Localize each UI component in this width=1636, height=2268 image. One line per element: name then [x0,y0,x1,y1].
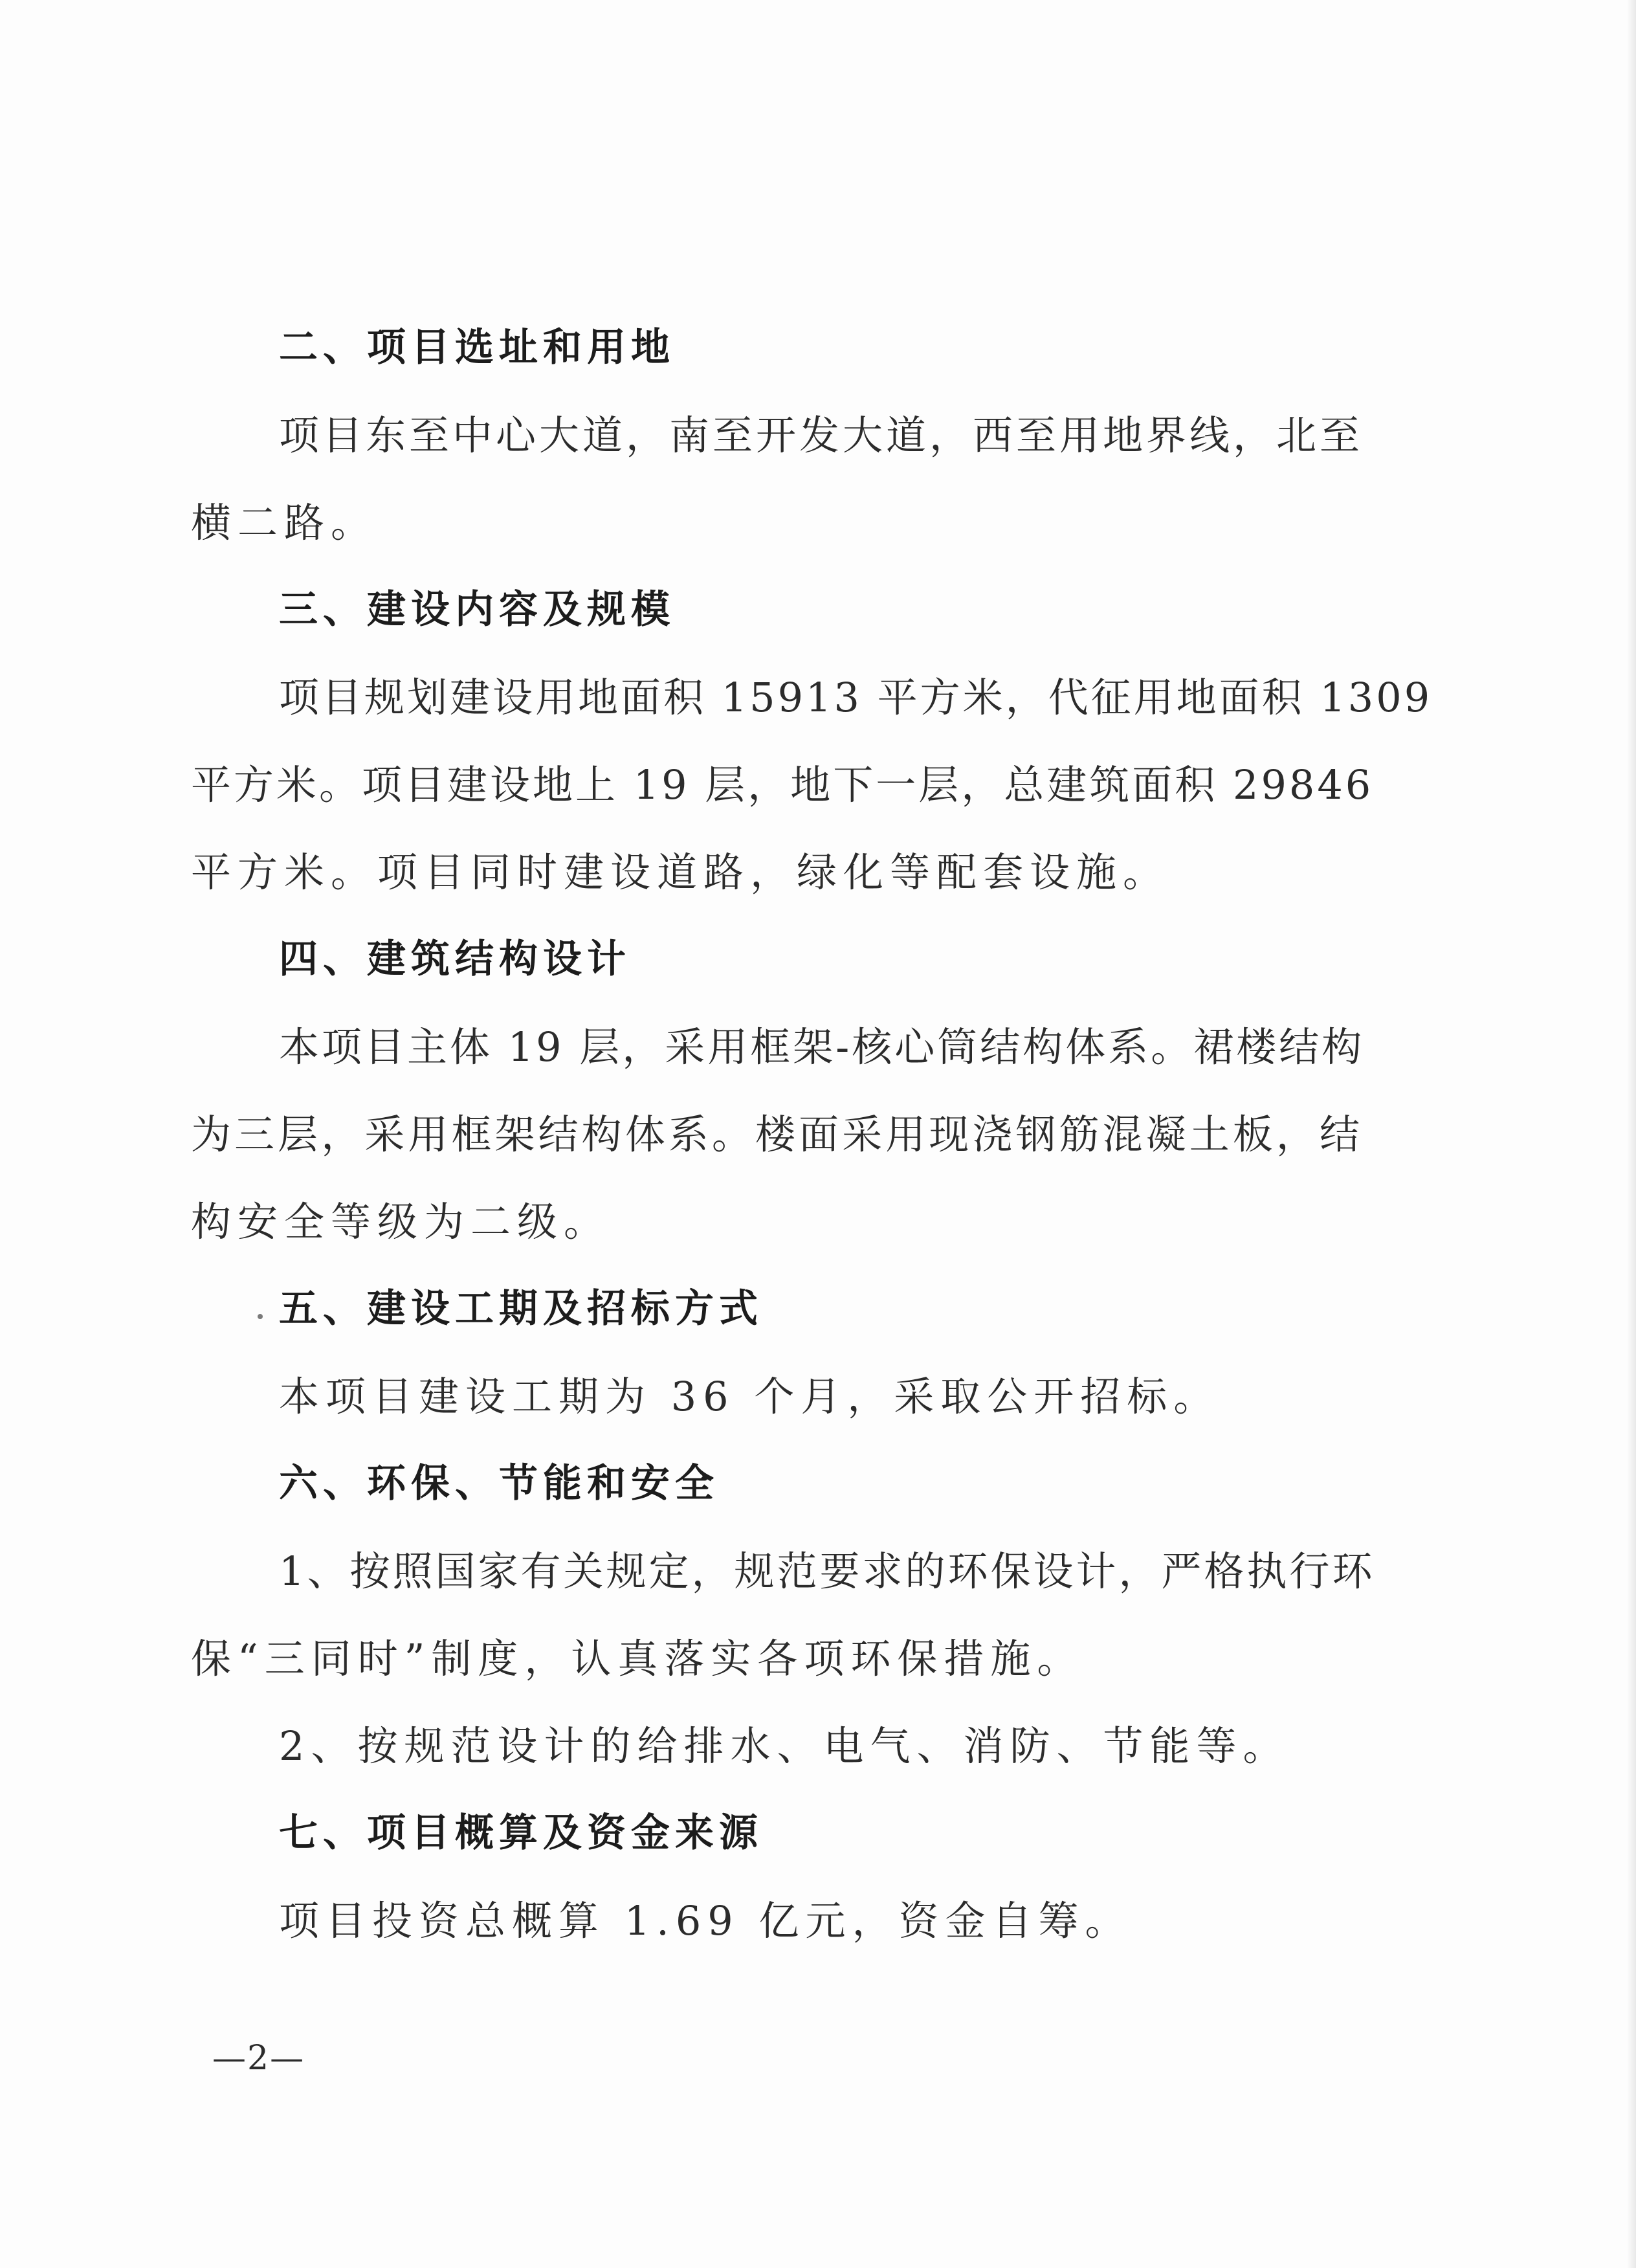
paragraph-line: 平方米。项目建设地上 19 层，地下一层，总建筑面积 29846 [191,761,1374,808]
section-heading-budget: 七、项目概算及资金来源 [279,1810,763,1856]
paragraph-line: 平方米。项目同时建设道路，绿化等配套设施。 [191,849,1170,896]
section-heading-site: 二、项目选址和用地 [279,325,675,370]
paragraph-line: 2、按规范设计的给排水、电气、消防、节能等。 [279,1722,1290,1770]
section-heading-environment: 六、环保、节能和安全 [279,1461,719,1506]
paragraph-line: 1、按照国家有关规定，规范要求的环保设计，严格执行环 [279,1548,1375,1595]
paragraph-line: 项目投资总概算 1.69 亿元，资金自筹。 [279,1897,1132,1944]
page-edge-shadow [1627,0,1636,2268]
paragraph-line: 本项目主体 19 层，采用框架-核心筒结构体系。裙楼结构 [279,1023,1365,1071]
paragraph-line: 横二路。 [191,499,378,546]
paragraph-line: 保“三同时”制度，认真落实各项环保措施。 [191,1635,1084,1682]
section-heading-scope: 三、建设内容及规模 [279,587,675,632]
section-heading-schedule: 五、建设工期及招标方式 [279,1286,763,1331]
paragraph-line: 构安全等级为二级。 [191,1198,611,1245]
page-number: —2— [212,2039,305,2078]
paragraph-line: 本项目建设工期为 36 个月，采取公开招标。 [279,1373,1221,1420]
paragraph-line: 项目规划建设用地面积 15913 平方米，代征用地面积 1309 [279,674,1433,721]
section-heading-structure: 四、建筑结构设计 [279,937,631,982]
paragraph-line: 项目东至中心大道，南至开发大道，西至用地界线，北至 [279,412,1362,459]
document-body [191,304,1433,1964]
paragraph-line: 为三层，采用框架结构体系。楼面采用现浇钢筋混凝土板，结 [191,1111,1362,1158]
